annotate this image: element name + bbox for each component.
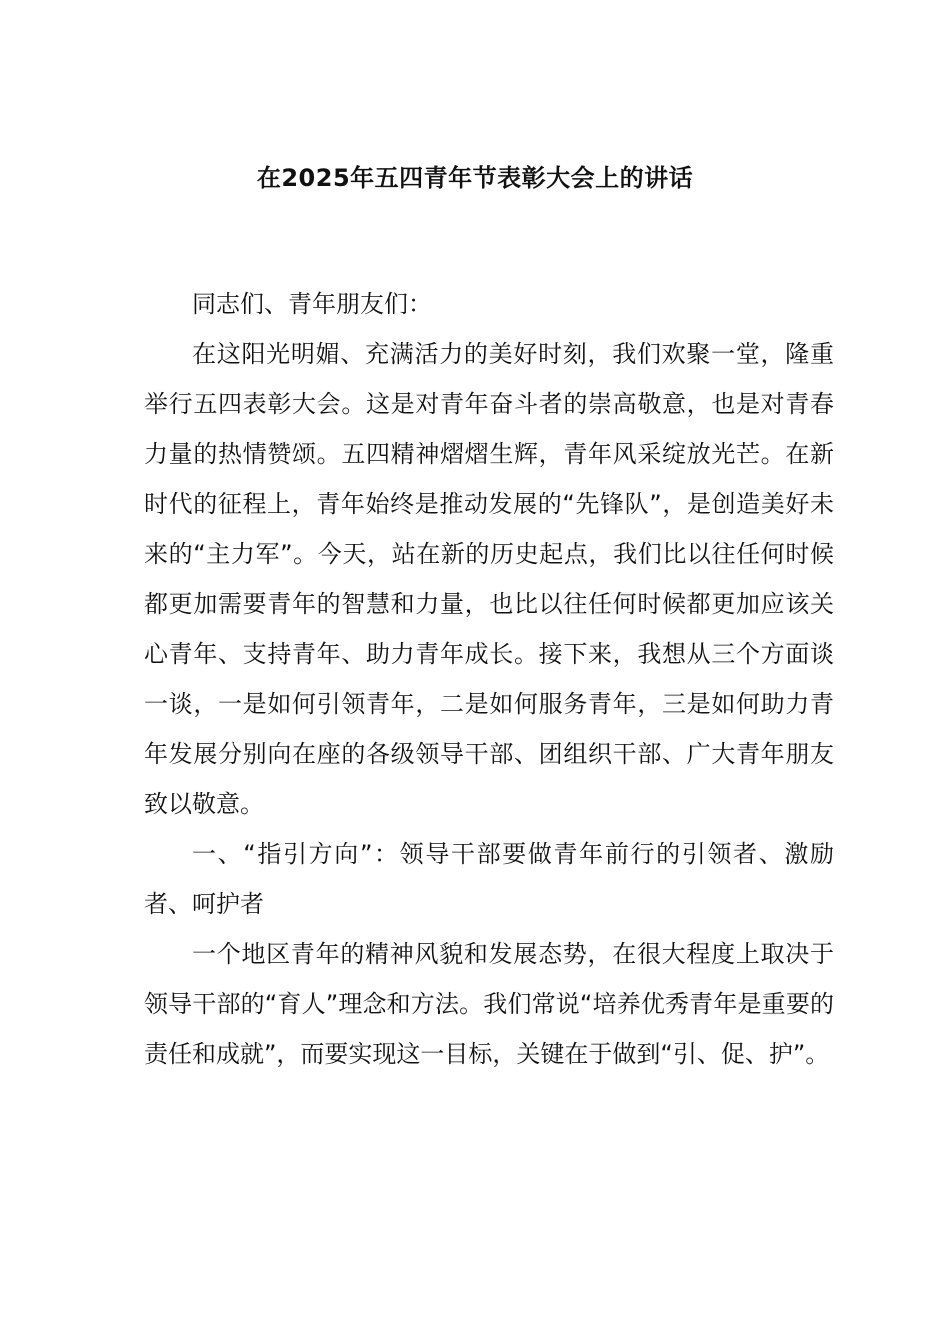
- document-body: [144, 279, 834, 1079]
- section-one-heading: 一、“指引方向”：领导干部要做青年前行的引领者、激励者、呵护者: [144, 840, 834, 918]
- greeting-paragraph: 同志们、青年朋友们：: [192, 290, 432, 318]
- intro-paragraph: 在这阳光明媚、充满活力的美好时刻，我们欢聚一堂，隆重举行五四表彰大会。这是对青年奋斗者的崇高敬意，也是对青春力量的热情赞颂。五四精神熠熠生辉，青年风采绽放光芒。在新时代的征程上，青年始终是推动发展的“先锋队”，是创造美好未来的“主力军”。今天，站在新的历史起点，我们比以往任何时候都更加需要青年的智慧和力量，也比以往任何时候都更加应该关心青年、支持青年、助力青年成长。接下来，我想从三个方面谈一谈，一是如何引领青年，二是如何服务青年，三是如何助力青年发展分别向在座的各级领导干部、团组织干部、广大青年朋友致以敬意。: [144, 340, 834, 818]
- document-title: 在2025年五四青年节表彰大会上的讲话: [256, 164, 694, 192]
- section-one-paragraph: 一个地区青年的精神风貌和发展态势，在很大程度上取决于领导干部的“育人”理念和方法。我们常说“培养优秀青年是重要的责任和成就”，而要实现这一目标，关键在于做到“引、促、护”。: [144, 940, 834, 1068]
